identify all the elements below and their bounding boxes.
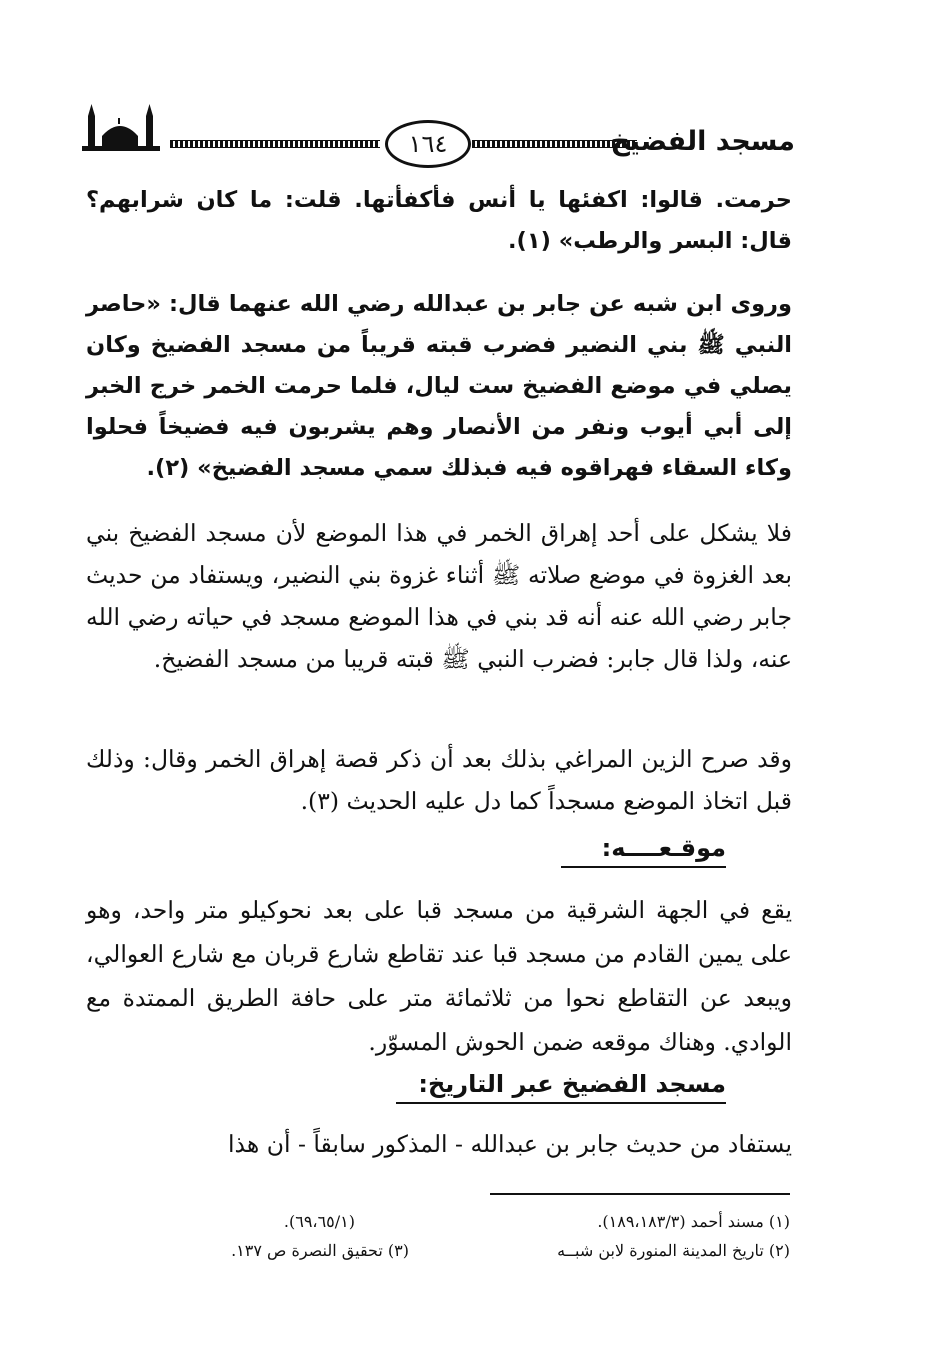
header-rule-left — [170, 140, 380, 148]
paragraph-3 — [86, 512, 792, 680]
paragraph-3-text: فلا يشكل على أحد إهراق الخمر في هذا الموضع لأن مسجد الفضيخ بني بعد الغزوة في موضع صلاته ﷺ أثناء غزوة بني النضير، ويستفاد من حديث جابر رضي الله عنه أنه قد بني في هذا الموضع مسجد في حياته رضي الله عنه، ولذا قال جابر: فضرب النبي ﷺ قبته قريبا من مسجد الفضيخ. — [86, 519, 792, 673]
footnote-1: (١) مسند أحمد (١٨٩،١٨٣/٣). — [597, 1212, 790, 1231]
footnote-1-continuation: (٦٩،٦٥/١). — [283, 1212, 355, 1231]
paragraph-4-text: وقد صرح الزين المراغي بذلك بعد أن ذكر قصة إهراق الخمر وقال: وذلك قبل اتخاذ الموضع مسجداً كما دل عليه الحديث (٣). — [86, 745, 792, 815]
paragraph-5 — [86, 888, 792, 1064]
paragraph-6 — [86, 1124, 792, 1164]
running-header-title: مسجد الفضيخ — [610, 126, 795, 157]
footnote-separator — [490, 1193, 790, 1195]
mosque-icon — [82, 102, 160, 152]
section-heading-location: موقـعــــه: — [561, 834, 726, 868]
footnote-2: (٢) تاريخ المدينة المنورة لابن شبــه — [557, 1241, 790, 1260]
section-heading-history: مسجد الفضيخ عبر التاريخ: — [396, 1070, 726, 1104]
paragraph-1 — [86, 180, 792, 262]
paragraph-1-text: حرمت. قالوا: اكفئها يا أنس فأكفأتها. قلت: ما كان شرابهم؟ قال: البسر والرطب» (١). — [86, 187, 792, 254]
paragraph-2-text: وروى ابن شبه عن جابر بن عبدالله رضي الله عنهما قال: «حاصر النبي ﷺ بني النضير فضرب قبته قريباً من مسجد الفضيخ وكان يصلي في موضع الفضيخ ست ليال، فلما حرمت الخمر خرج الخبر إلى أبي أيوب ونفر من الأنصار وهم يشربون فيه فضيخاً فحلوا وكاء السقاء فهراقوه فيه فبذلك سمي مسجد الفضيخ» (٢). — [86, 291, 792, 481]
paragraph-2 — [86, 284, 792, 489]
paragraph-5-text: يقع في الجهة الشرقية من مسجد قبا على بعد نحوكيلو متر واحد، وهو على يمين القادم من مسجد قبا عند تقاطع شارع قربان مع شارع العوالي، ويبعد عن التقاطع نحوا من ثلاثمائة متر على حافة الطريق الممتدة مع الوادي. وهناك موقعه ضمن الحوش المسوّر. — [86, 896, 792, 1056]
page-number: ١٦٤ — [385, 120, 471, 168]
paragraph-6-text: يستفاد من حديث جابر بن عبدالله - المذكور سابقاً - أن هذا — [227, 1130, 792, 1158]
paragraph-4 — [86, 738, 792, 822]
footnote-3: (٣) تحقيق النصرة ص ١٣٧. — [231, 1241, 409, 1260]
